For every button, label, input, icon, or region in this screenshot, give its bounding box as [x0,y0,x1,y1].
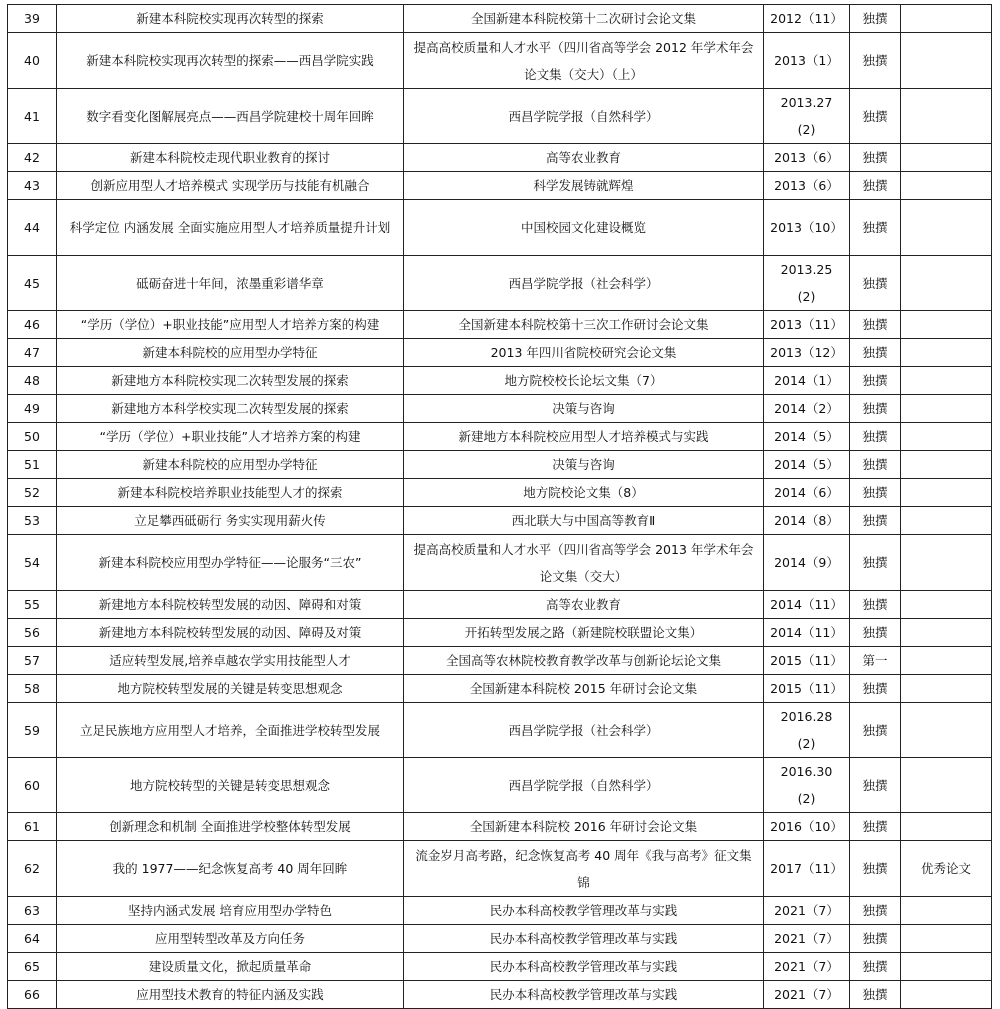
publication-date-cell: 2014（2） [764,395,850,423]
remark-cell [901,200,992,256]
publication-date-cell: 2015（11） [764,675,850,703]
paper-title-cell: 砥砺奋进十年间，浓墨重彩谱华章 [57,256,404,311]
row-number-cell: 58 [8,675,57,703]
publication-source-cell: 西昌学院学报（社会科学） [404,703,764,758]
publication-date-cell: 2021（7） [764,925,850,953]
publication-source-cell: 高等农业教育 [404,144,764,172]
table-row [8,5,992,33]
remark-cell [901,367,992,395]
author-role-cell: 独撰 [850,675,901,703]
table-row [8,897,992,925]
row-number-cell: 48 [8,367,57,395]
table-row [8,339,992,367]
author-role-cell: 独撰 [850,813,901,841]
publication-date-cell: 2013（1） [764,33,850,89]
table-row [8,507,992,535]
publication-source-cell: 开拓转型发展之路（新建院校联盟论文集） [404,619,764,647]
table-row [8,953,992,981]
author-role-cell: 独撰 [850,89,901,144]
author-role-cell: 第一 [850,647,901,675]
row-number-cell: 56 [8,619,57,647]
table-row [8,703,992,758]
publication-date-cell: 2021（7） [764,953,850,981]
table-row [8,619,992,647]
paper-title-cell: 适应转型发展,培养卓越农学实用技能型人才 [57,647,404,675]
author-role-cell: 独撰 [850,479,901,507]
paper-title-cell: 创新理念和机制 全面推进学校整体转型发展 [57,813,404,841]
remark-cell [901,981,992,1009]
remark-cell [901,451,992,479]
table-row [8,311,992,339]
row-number-cell: 46 [8,311,57,339]
author-role-cell: 独撰 [850,507,901,535]
publication-source-cell: 民办本科高校教学管理改革与实践 [404,981,764,1009]
publication-date-cell: 2014（1） [764,367,850,395]
publication-date-cell: 2016.30 (2) [764,758,850,813]
author-role-cell: 独撰 [850,33,901,89]
publication-date-cell: 2021（7） [764,981,850,1009]
publication-date-cell: 2016（10） [764,813,850,841]
table-row [8,200,992,256]
remark-cell [901,647,992,675]
publication-source-cell: 决策与咨询 [404,395,764,423]
paper-title-cell: 应用型转型改革及方向任务 [57,925,404,953]
row-number-cell: 44 [8,200,57,256]
publication-source-cell: 西昌学院学报（自然科学） [404,758,764,813]
paper-title-cell: 新建本科院校培养职业技能型人才的探索 [57,479,404,507]
remark-cell [901,675,992,703]
publication-table [7,4,992,1009]
publication-source-cell: 地方院校校长论坛文集（7） [404,367,764,395]
remark-cell [901,395,992,423]
paper-title-cell: 新建本科院校的应用型办学特征 [57,451,404,479]
author-role-cell: 独撰 [850,5,901,33]
row-number-cell: 55 [8,591,57,619]
table-row [8,395,992,423]
publication-date-cell: 2013.25 (2) [764,256,850,311]
author-role-cell: 独撰 [850,619,901,647]
table-row [8,675,992,703]
table-row [8,479,992,507]
remark-cell [901,339,992,367]
table-row [8,647,992,675]
row-number-cell: 64 [8,925,57,953]
publication-source-cell: 全国新建本科院校 2015 年研讨会论文集 [404,675,764,703]
publication-date-cell: 2013.27 (2) [764,89,850,144]
row-number-cell: 66 [8,981,57,1009]
row-number-cell: 65 [8,953,57,981]
remark-cell: 优秀论文 [901,841,992,897]
remark-cell [901,311,992,339]
paper-title-cell: 新建地方本科院校实现二次转型发展的探索 [57,367,404,395]
publication-date-cell: 2013（10） [764,200,850,256]
publication-source-cell: 民办本科高校教学管理改革与实践 [404,925,764,953]
author-role-cell: 独撰 [850,451,901,479]
remark-cell [901,33,992,89]
row-number-cell: 50 [8,423,57,451]
publication-source-cell: 民办本科高校教学管理改革与实践 [404,953,764,981]
remark-cell [901,758,992,813]
author-role-cell: 独撰 [850,841,901,897]
author-role-cell: 独撰 [850,758,901,813]
publication-date-cell: 2021（7） [764,897,850,925]
table-row [8,256,992,311]
publication-source-cell: 地方院校论文集（8） [404,479,764,507]
publication-date-cell: 2013（12） [764,339,850,367]
author-role-cell: 独撰 [850,703,901,758]
author-role-cell: 独撰 [850,172,901,200]
paper-title-cell: 新建本科院校实现再次转型的探索 [57,5,404,33]
table-row [8,172,992,200]
publication-date-cell: 2014（11） [764,619,850,647]
row-number-cell: 41 [8,89,57,144]
paper-title-cell: 新建本科院校走现代职业教育的探讨 [57,144,404,172]
publication-date-cell: 2012（11） [764,5,850,33]
table-row [8,813,992,841]
publication-source-cell: 全国高等农林院校教育教学改革与创新论坛论文集 [404,647,764,675]
paper-title-cell: “学历（学位）+职业技能”应用型人才培养方案的构建 [57,311,404,339]
paper-title-cell: 数字看变化图解展亮点——西昌学院建校十周年回眸 [57,89,404,144]
author-role-cell: 独撰 [850,925,901,953]
row-number-cell: 60 [8,758,57,813]
row-number-cell: 51 [8,451,57,479]
remark-cell [901,813,992,841]
publication-source-cell: 全国新建本科院校第十三次工作研讨会论文集 [404,311,764,339]
row-number-cell: 43 [8,172,57,200]
paper-title-cell: 科学定位 内涵发展 全面实施应用型人才培养质量提升计划 [57,200,404,256]
row-number-cell: 62 [8,841,57,897]
publication-date-cell: 2014（6） [764,479,850,507]
remark-cell [901,507,992,535]
remark-cell [901,89,992,144]
row-number-cell: 42 [8,144,57,172]
paper-title-cell: “学历（学位）+职业技能”人才培养方案的构建 [57,423,404,451]
publication-source-cell: 2013 年四川省院校研究会论文集 [404,339,764,367]
paper-title-cell: 新建本科院校的应用型办学特征 [57,339,404,367]
publication-date-cell: 2013（6） [764,172,850,200]
author-role-cell: 独撰 [850,897,901,925]
publication-source-cell: 全国新建本科院校第十二次研讨会论文集 [404,5,764,33]
row-number-cell: 59 [8,703,57,758]
publication-source-cell: 决策与咨询 [404,451,764,479]
paper-title-cell: 应用型技术教育的特征内涵及实践 [57,981,404,1009]
paper-title-cell: 新建本科院校应用型办学特征——论服务“三农” [57,535,404,591]
publication-date-cell: 2014（5） [764,423,850,451]
remark-cell [901,144,992,172]
author-role-cell: 独撰 [850,311,901,339]
paper-title-cell: 新建地方本科学校实现二次转型发展的探索 [57,395,404,423]
table-row [8,841,992,897]
publication-date-cell: 2013（6） [764,144,850,172]
paper-title-cell: 立足攀西砥砺行 务实实现用薪火传 [57,507,404,535]
table-row [8,367,992,395]
publication-date-cell: 2017（11） [764,841,850,897]
author-role-cell: 独撰 [850,200,901,256]
row-number-cell: 57 [8,647,57,675]
paper-title-cell: 地方院校转型的关键是转变思想观念 [57,758,404,813]
author-role-cell: 独撰 [850,423,901,451]
remark-cell [901,256,992,311]
publication-source-cell: 高等农业教育 [404,591,764,619]
remark-cell [901,479,992,507]
paper-title-cell: 新建本科院校实现再次转型的探索——西昌学院实践 [57,33,404,89]
table-row [8,451,992,479]
row-number-cell: 52 [8,479,57,507]
paper-title-cell: 创新应用型人才培养模式 实现学历与技能有机融合 [57,172,404,200]
publication-source-cell: 中国校园文化建设概览 [404,200,764,256]
publication-date-cell: 2014（5） [764,451,850,479]
table-row [8,423,992,451]
author-role-cell: 独撰 [850,981,901,1009]
publication-source-cell: 西北联大与中国高等教育Ⅱ [404,507,764,535]
row-number-cell: 53 [8,507,57,535]
remark-cell [901,423,992,451]
publication-source-cell: 提高高校质量和人才水平（四川省高等学会 2013 年学术年会论文集（交大） [404,535,764,591]
table-row [8,33,992,89]
remark-cell [901,5,992,33]
publication-date-cell: 2014（11） [764,591,850,619]
remark-cell [901,535,992,591]
publication-date-cell: 2015（11） [764,647,850,675]
author-role-cell: 独撰 [850,144,901,172]
author-role-cell: 独撰 [850,367,901,395]
row-number-cell: 39 [8,5,57,33]
paper-title-cell: 建设质量文化，掀起质量革命 [57,953,404,981]
remark-cell [901,953,992,981]
publication-source-cell: 新建地方本科院校应用型人才培养模式与实践 [404,423,764,451]
paper-title-cell: 新建地方本科院校转型发展的动因、障碍和对策 [57,591,404,619]
table-row [8,758,992,813]
table-row [8,535,992,591]
remark-cell [901,703,992,758]
table-row [8,89,992,144]
remark-cell [901,591,992,619]
row-number-cell: 49 [8,395,57,423]
publication-source-cell: 民办本科高校教学管理改革与实践 [404,897,764,925]
publication-date-cell: 2013（11） [764,311,850,339]
publication-date-cell: 2014（9） [764,535,850,591]
publication-source-cell: 流金岁月高考路，纪念恢复高考 40 周年《我与高考》征文集锦 [404,841,764,897]
publication-source-cell: 西昌学院学报（社会科学） [404,256,764,311]
table-row [8,925,992,953]
publication-source-cell: 科学发展铸就辉煌 [404,172,764,200]
paper-title-cell: 立足民族地方应用型人才培养，全面推进学校转型发展 [57,703,404,758]
author-role-cell: 独撰 [850,953,901,981]
author-role-cell: 独撰 [850,591,901,619]
table-row [8,591,992,619]
author-role-cell: 独撰 [850,535,901,591]
table-row [8,144,992,172]
row-number-cell: 61 [8,813,57,841]
row-number-cell: 47 [8,339,57,367]
paper-title-cell: 地方院校转型发展的关键是转变思想观念 [57,675,404,703]
author-role-cell: 独撰 [850,256,901,311]
row-number-cell: 63 [8,897,57,925]
remark-cell [901,925,992,953]
row-number-cell: 54 [8,535,57,591]
paper-title-cell: 坚持内涵式发展 培育应用型办学特色 [57,897,404,925]
publication-source-cell: 提高高校质量和人才水平（四川省高等学会 2012 年学术年会论文集（交大）（上） [404,33,764,89]
paper-title-cell: 我的 1977——纪念恢复高考 40 周年回眸 [57,841,404,897]
author-role-cell: 独撰 [850,339,901,367]
remark-cell [901,619,992,647]
remark-cell [901,897,992,925]
publication-date-cell: 2016.28 (2) [764,703,850,758]
table-row [8,981,992,1009]
author-role-cell: 独撰 [850,395,901,423]
publication-date-cell: 2014（8） [764,507,850,535]
publication-source-cell: 全国新建本科院校 2016 年研讨会论文集 [404,813,764,841]
row-number-cell: 45 [8,256,57,311]
publication-source-cell: 西昌学院学报（自然科学） [404,89,764,144]
paper-title-cell: 新建地方本科院校转型发展的动因、障碍及对策 [57,619,404,647]
remark-cell [901,172,992,200]
row-number-cell: 40 [8,33,57,89]
